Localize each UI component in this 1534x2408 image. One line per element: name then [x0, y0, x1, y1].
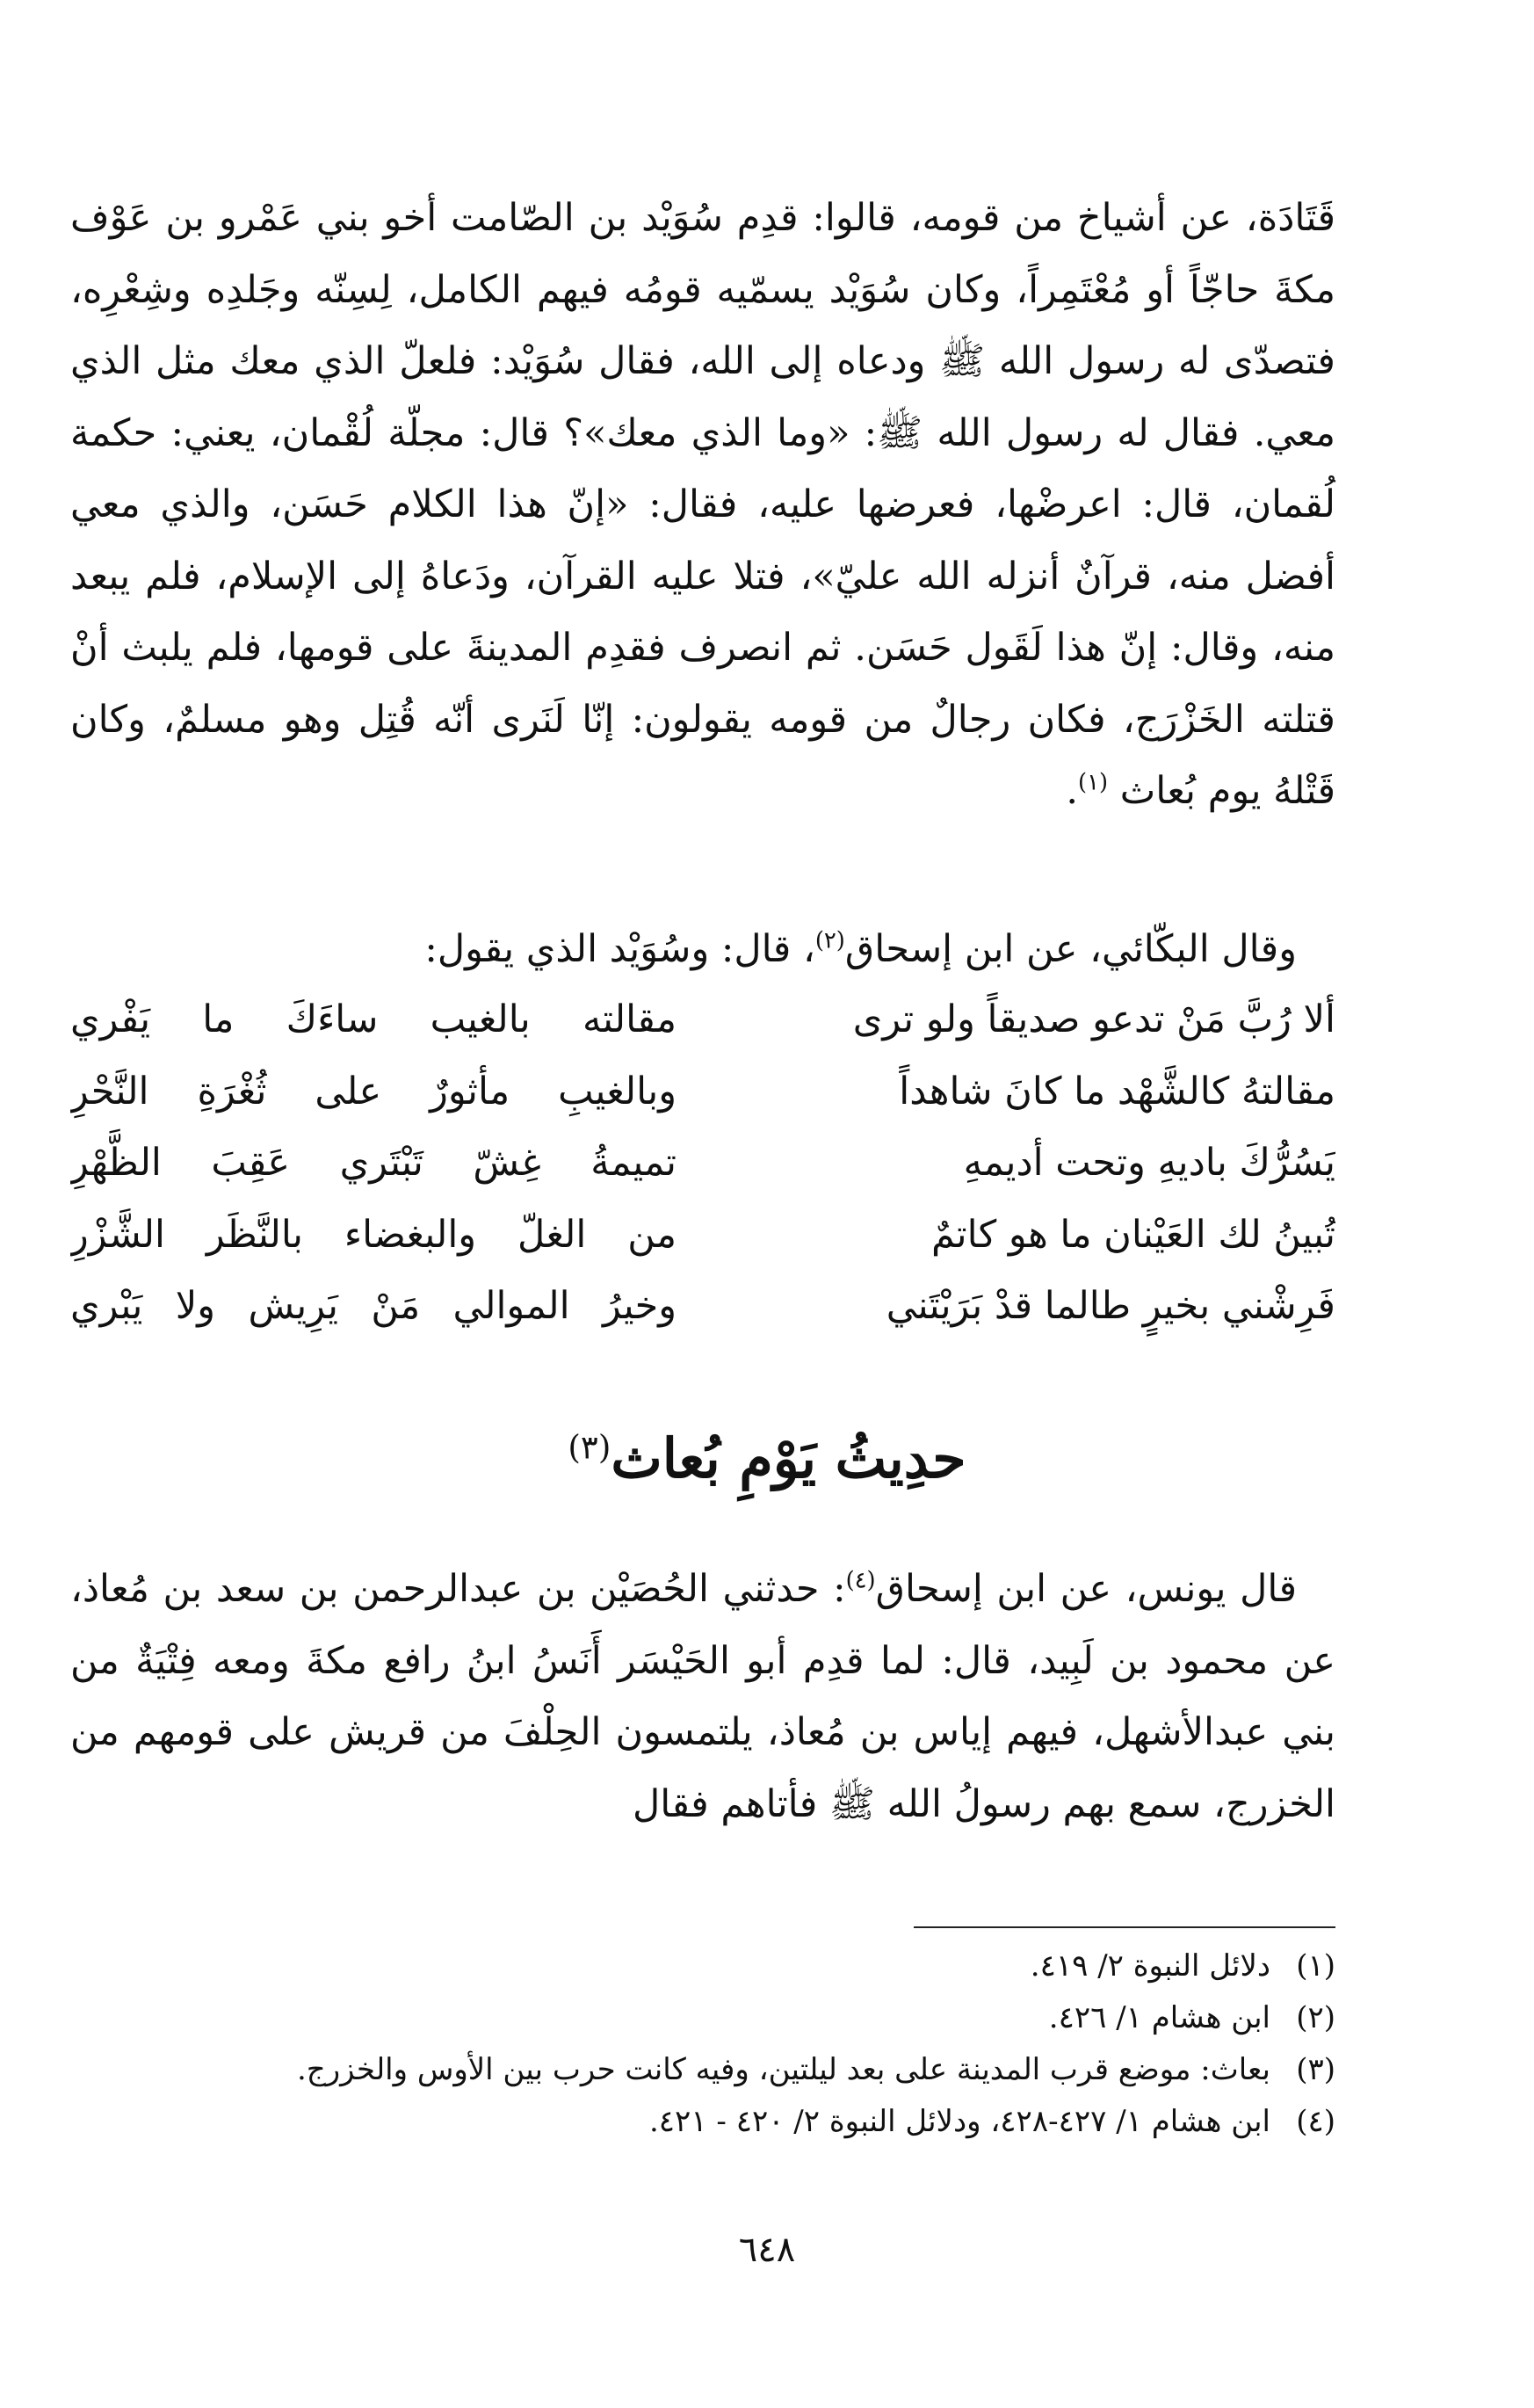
- period: .: [1066, 769, 1079, 813]
- footnote-ref: (٢): [814, 927, 845, 954]
- text-line: قَتَادَة، عن أشياخ من قومه، قالوا: قدِم سُوَيْد بن الصّامت أخو بني عَمْرو بن: [151, 196, 1335, 240]
- verse-first-hemistich: ألا رُبَّ مَنْ تدعو صديقاً ولو ترى: [852, 997, 1335, 1041]
- footnote-text: دلائل النبوة ٢/ ٤١٩.: [1030, 1948, 1270, 1984]
- footnote-ref: (١): [1078, 769, 1109, 796]
- verse-second-hemistich: من الغلّ والبغضاء بالنَّظَر الشَّزْرِ: [70, 1212, 677, 1257]
- verse-second-hemistich: وخيرُ الموالي مَنْ يَرِيش ولا يَبْري: [70, 1284, 677, 1328]
- footnote-number: (٢): [1296, 2000, 1335, 2035]
- verse-line: [70, 1056, 1335, 1128]
- verse-first-hemistich: مقالتهُ كالشَّهْد ما كانَ شاهداً: [899, 1069, 1335, 1113]
- text-line: الذي معك مثل الذي معي. فقال له رسول الله ﷺ: «وما الذي معك»؟: [70, 339, 1335, 455]
- text-span: وقال البكّائي، عن ابن إسحاق: [844, 927, 1297, 971]
- footnote-ref: (٣): [568, 1427, 611, 1467]
- paragraph-bakkai: [70, 914, 1335, 986]
- verse-second-hemistich: مقالته بالغيب ساءَكَ ما يَفْري: [70, 997, 677, 1041]
- verse-line: [70, 1200, 1335, 1272]
- footnote-number: (٤): [1296, 2104, 1335, 2139]
- paragraph-yunus: [70, 1554, 1335, 1840]
- footnote: [70, 2096, 1335, 2148]
- footnote-ref: (٤): [845, 1567, 876, 1594]
- text-line: وجَلدِه وشِعْرِه، فتصدّى له رسول الله ﷺ ودعاه إلى الله، فقال سُوَيْد: فلعلّ: [70, 267, 1335, 383]
- text-line: فكان رجالٌ من قومه يقولون: إنّا لَنَرى أنّه قُتِل وهو مسلمٌ، وكان قَتْلهُ يوم: [70, 697, 1335, 813]
- verse-line: [70, 984, 1335, 1056]
- footnote-divider: [914, 1926, 1335, 1928]
- verse-first-hemistich: تُبينُ لك العَيْنان ما هو كاتمٌ: [931, 1212, 1335, 1257]
- footnote-text: بعاث: موضع قرب المدينة على بعد ليلتين، وفيه كانت حرب بين الأوس والخزرج.: [296, 2052, 1270, 2087]
- verse-first-hemistich: فَرِشْني بخيرٍ طالما قدْ بَرَيْتَني: [886, 1284, 1335, 1328]
- text-span: : حدثني الحُصَيْن بن عبدالرحمن بن سعد بن مُعاذ، عن محمود بن لَبِيد، قال: لما قدِم أبو الحَيْسَر أَنَسُ ابنُ رافع مكةَ ومعه فِتْيَةٌ من بني عبدالأشهل، فيهم إياس بن مُعاذ، يلتمسون الحِلْفَ من قريش على قومهم من الخزرج، سمع بهم رسولُ الله ﷺ فأتاهم فقال: [70, 1567, 1335, 1826]
- footnote-text: ابن هشام ١/ ٤٢٧-٤٢٨، ودلائل النبوة ٢/ ٤٢٠ - ٤٢١.: [648, 2104, 1270, 2139]
- text-line: قال: مجلّة لُقْمان، يعني: حكمة لُقمان، قال: اعرضْها، فعرضها عليه،: [70, 410, 1335, 526]
- text-span: ، قال: وسُوَيْد الذي يقول:: [424, 927, 815, 971]
- footnote-text: ابن هشام ١/ ٤٢٦.: [1048, 2000, 1270, 2035]
- heading-text: حدِيثُ يَوْمِ بُعاث: [611, 1426, 966, 1490]
- footnote: [70, 2044, 1335, 2096]
- verse-second-hemistich: تميمةُ غِشّ تَبْتَري عَقِبَ الظَّهْرِ: [70, 1141, 677, 1185]
- text-line: بُعاث: [1108, 769, 1197, 813]
- text-line: فقال: «إنّ هذا الكلام حَسَن، والذي معي أفضل منه، قرآنٌ أنزله الله عليّ»،: [70, 482, 1335, 598]
- paragraph-suwayd-story: [70, 183, 1335, 828]
- page-number: ٦٤٨: [738, 2230, 796, 2270]
- poem: [70, 984, 1335, 1343]
- text-line: حَسَن. ثم انصرف فقدِم المدينةَ على قومها، فلم يلبث أنْ قتلته الخَزْرَج،: [70, 626, 1335, 742]
- verse-line: [70, 1128, 1335, 1200]
- verse-first-hemistich: يَسُرُّكَ باديهِ وتحت أديمهِ: [963, 1141, 1335, 1185]
- verse-line: [70, 1271, 1335, 1343]
- footnote-number: (١): [1296, 1948, 1335, 1984]
- section-heading: [0, 1415, 1534, 1503]
- text-span: قال يونس، عن ابن إسحاق: [875, 1567, 1297, 1611]
- footnote: [70, 1940, 1335, 1992]
- footnote: [70, 1992, 1335, 2044]
- footnote-number: (٣): [1296, 2052, 1335, 2087]
- verse-second-hemistich: وبالغيبِ مأثورٌ على ثُغْرَةِ النَّحْرِ: [70, 1069, 677, 1113]
- text-line: فتلا عليه القرآن، ودَعاهُ إلى الإسلام، فلم يبعد منه، وقال: إنّ هذا لَقَول: [70, 554, 1335, 670]
- footnotes: [70, 1940, 1335, 2148]
- text-line: عَوْف مكةَ حاجّاً أو مُعْتَمِراً، وكان سُوَيْد يسمّيه قومُه فيهم الكامل، لِسِنّه: [70, 196, 1336, 312]
